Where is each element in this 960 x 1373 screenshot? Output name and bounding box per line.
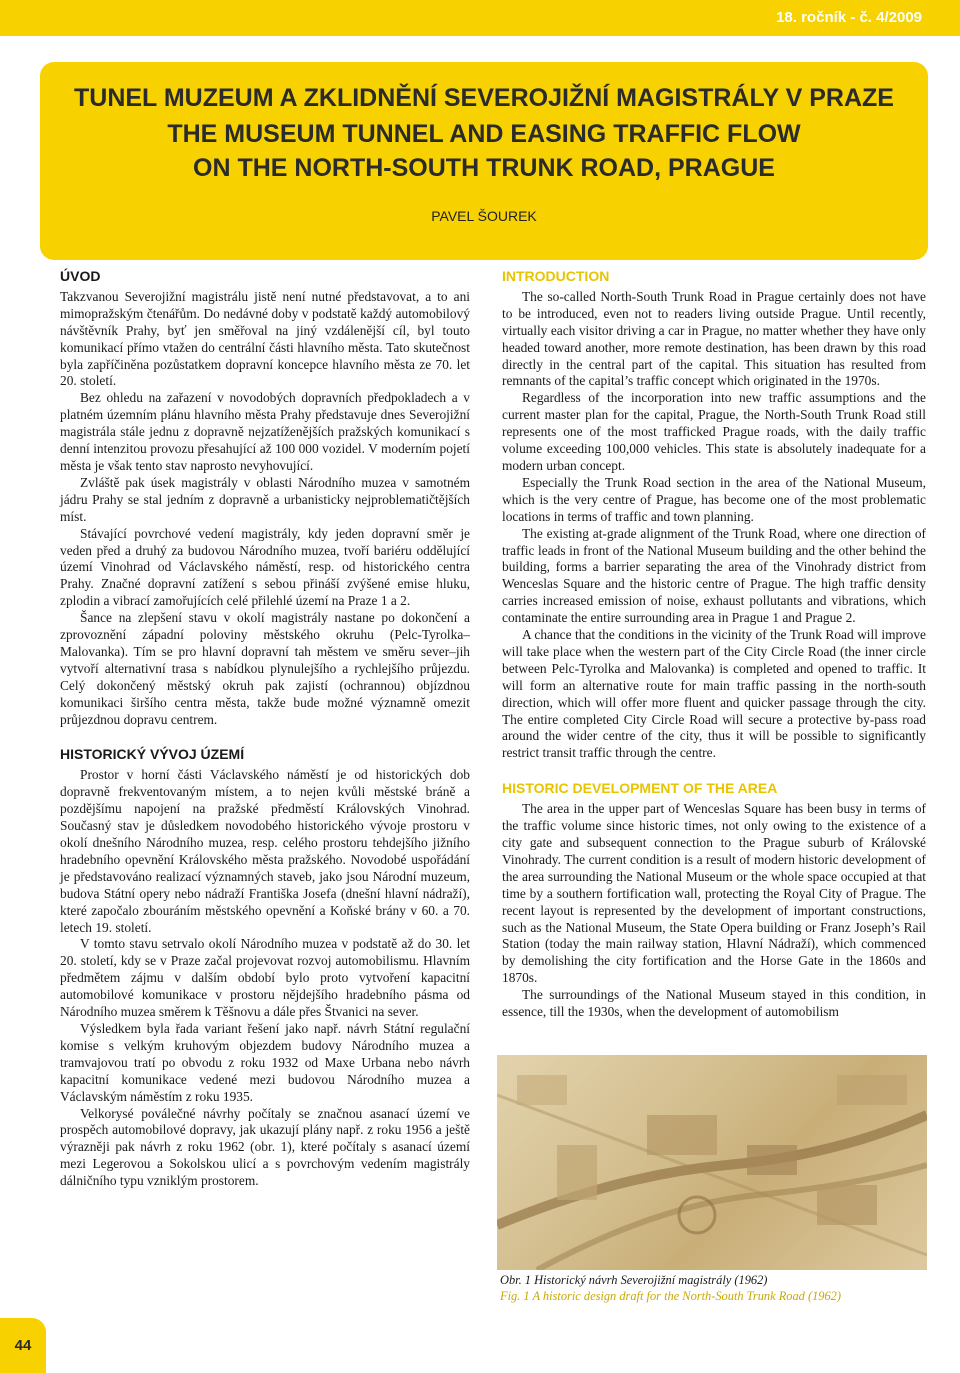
figure-caption (500, 1273, 930, 1304)
paragraph: Šance na zlepšení stavu v okolí magistrály nastane po dokončení a zprovoznění západní poloviny městského okruhu (Pelc-Tyrolka–Malovanka). Tím se pro hlavní dopravní tah městem ve směru sever–jih vytvoří alternativní trasa s nabídkou plynulejšího a rychlejšího průjezdu. Celý dokončený městský okruh pak zajistí (ochrannou) objízdnou komunikaci širšího centra města, takže bude možné významně omezit průjezdnou dopravu centrem. (60, 610, 470, 727)
paragraph: Zvláště pak úsek magistrály v oblasti Národního muzea v samotném jádru Prahy se stal jedním z dopravně a urbanisticky nejproblematičtějších míst. (60, 474, 470, 524)
paragraph: Prostor v horní části Václavského náměstí je od historických dob dopravně frekventovaným místem, a to nejen kvůli městské bráně a pozdějšímu napojení na pražské předměstí Královských Vinohrad. Současný stav je důsledkem novodobého historického vývoje prostoru v okolí dnešního Národního muzea, resp. celého prostoru tehdejšího jižního hradebního opevnění Královského města pražského. Novodobé uspořádání je představováno realizací významných staveb, jako jsou Národní muzeum, budova Státní opery nebo nádraží Františka Josefa (dnešní hlavní nádraží), které započalo zbouráním městského opevnění a Koňské brány v 60. a 70. letech 19. století. (60, 767, 470, 935)
english-column (502, 268, 926, 1021)
page-number: 44 (0, 1318, 46, 1373)
paragraph: The surroundings of the National Museum stayed in this condition, in essence, till the 1930s, when the development of automobilism (502, 987, 926, 1020)
plan-drawing (497, 1055, 927, 1270)
czech-column (60, 268, 470, 1190)
paragraph: Velkorysé poválečné návrhy počítaly se značnou asanací území ve prospěch automobilové dopravy, jak ukazují plány např. z roku 1956 a ještě výrazněji pak návrh z roku 1962 (obr. 1), které počítaly s asanací území mezi Legerovou a Sokolskou ulicí a s povrchovým vedením magistrály dálničního typu vzniklým prostorem. (60, 1105, 470, 1189)
paragraph: Especially the Trunk Road section in the area of the National Museum, which is the very centre of Prague, has become one of the most problematic locations in terms of traffic and town planning. (502, 474, 926, 524)
header-bar (0, 0, 960, 36)
paragraph: The existing at-grade alignment of the Trunk Road, where one direction of traffic leads in front of the National Museum building and the other behind the building, forms a barrier separating the area of the Vinohrady district from Wenceslas Square and the historic centre of Prague. The high traffic density carries increased emission of noise, exhaust pollutants and vibrations, which contaminate the entire surrounding area in Prague 1 and Prague 2. (502, 525, 926, 626)
paragraph: V tomto stavu setrvalo okolí Národního muzea v podstatě až do 30. let 20. století, kdy se v Praze začal projevovat rozvoj automobilismu. Hlavním předmětem zájmu v dalším období bylo proto vytvoření kapacitní automobilové komunikace v prostoru nějdejšího hradebního pásma od Národního muzea směrem k Těšnovu a dále přes Štvanici na sever. (60, 936, 470, 1020)
issue-label: 18. ročník - č. 4/2009 (776, 9, 922, 26)
caption-english: Fig. 1 A historic design draft for the North-South Trunk Road (1962) (500, 1288, 841, 1303)
paragraph: The so-called North-South Trunk Road in Prague certainly does not have to be introduced, even not to readers living outside Prague. Until recently, virtually each visitor driving a car in Prague, no matter whether they have only headed toward another, more remote destination, has been drawn by this road directly in the central part of the capital. This situation has resulted from remnants of the capital’s traffic concept which originated in the 1970s. (502, 288, 926, 389)
paragraph: Regardless of the incorporation into new traffic assumptions and the current master plan for the capital, Prague, the North-South Trunk Road still represents one of the most trafficked Prague roads, with the daily traffic volume exceeding 100,000 vehicles. This state is absolutely inadequate for a modern urban concept. (502, 390, 926, 473)
title-czech: TUNEL MUZEUM A ZKLIDNĚNÍ SEVEROJIŽNÍ MAGISTRÁLY V PRAZE (74, 84, 894, 112)
paragraph: Stávající povrchové vedení magistrály, kdy jeden dopravní směr je veden před a druhý za budovou Národního muzea, tvoří bariéru oddělující území Vinohrad od Václavského náměstí, resp. od historického centra Prahy. Značné dopravní zatížení s sebou přináší zvýšené emise hluku, zplodin a vibrací zamořujících celé přilehlé území na Praze 1 a 2. (60, 525, 470, 609)
title-english-line1: THE MUSEUM TUNNEL AND EASING TRAFFIC FLOW (167, 120, 801, 148)
paragraph: Bez ohledu na zařazení v novodobých dopravních předpokladech a v platném územním plánu hlavního města Prahy představuje dnes Severojižní magistrála stále jednu z dopravně nejzatíženějších pražských komunikací s denní intenzitou provozu přesahující až 100 000 vozidel. V moderním pojetí města je však tento stav naprosto nevyhovující. (60, 390, 470, 473)
historic-plan-figure (497, 1055, 927, 1270)
paragraph: Takzvanou Severojižní magistrálu jistě není nutné představovat, a to ani mimopražským čtenářům. Do nedávné doby v podstatě každý automobilový návštěvník Prahy, byť jen směřoval na jiný vzdálenější cíl, byl touto komunikací přímo vtažen do centrální části hlavního města. Tato skutečnost byla zapříčiněna pozůstatkem dopravní koncepce hlavního města ze 70. let 20. století. (60, 288, 470, 389)
heading-uvod: ÚVOD (60, 268, 101, 284)
heading-introduction: INTRODUCTION (502, 268, 610, 284)
paragraph: A chance that the conditions in the vicinity of the Trunk Road will improve will take place when the western part of the City Circle Road (the inner circle between Pelc-Tyrolka and Malovanka) is completed and opened to traffic. It will form an alternative route for main traffic passing in the north-south direction, which will offer more fluent and quicker passage through the city. The entire completed City Circle Road will secure a protective by-pass road around the wider centre of the city, thus it will be possible to significantly restrict transit traffic through the centre. (502, 627, 926, 761)
title-english-line2: ON THE NORTH-SOUTH TRUNK ROAD, PRAGUE (193, 154, 775, 182)
author: PAVEL ŠOUREK (431, 208, 537, 224)
paragraph: The area in the upper part of Wenceslas Square has been busy in terms of the traffic volume since historic times, not only owing to the existence of a city gate and subsequent connection to the Prague suburb of Královské Vinohrady. The current condition is a result of modern historic development of the area surrounding the National Museum or the whole space occupied at that time by a southern fortification wall, protecting the Royal City of Prague. The recent layout is represented by the development of important constructions, such as the National Museum, the State Opera building or Franz Joseph’s Rail Station (today the main railway station, Hlavní Nádraží), which commenced by demolishing the city fortification and the Horse Gate in the 1860s and 1870s. (502, 801, 926, 986)
title-box (40, 62, 928, 260)
heading-historicky-vyvoj: HISTORICKÝ VÝVOJ ÚZEMÍ (60, 746, 245, 763)
heading-historic-development: HISTORIC DEVELOPMENT OF THE AREA (502, 780, 778, 797)
paragraph: Výsledkem byla řada variant řešení jako např. návrh Státní regulační komise s velkým kruhovým objezdem budovy Národního muzea a tramvajovou tratí po obvodu z roku 1932 od Maxe Urbana nebo návrh kapacitní komunikace vedené mezi budovou Národního muzea a Václavským náměstím z roku 1935. (60, 1020, 470, 1104)
caption-czech: Obr. 1 Historický návrh Severojižní magistrály (1962) (500, 1273, 768, 1287)
